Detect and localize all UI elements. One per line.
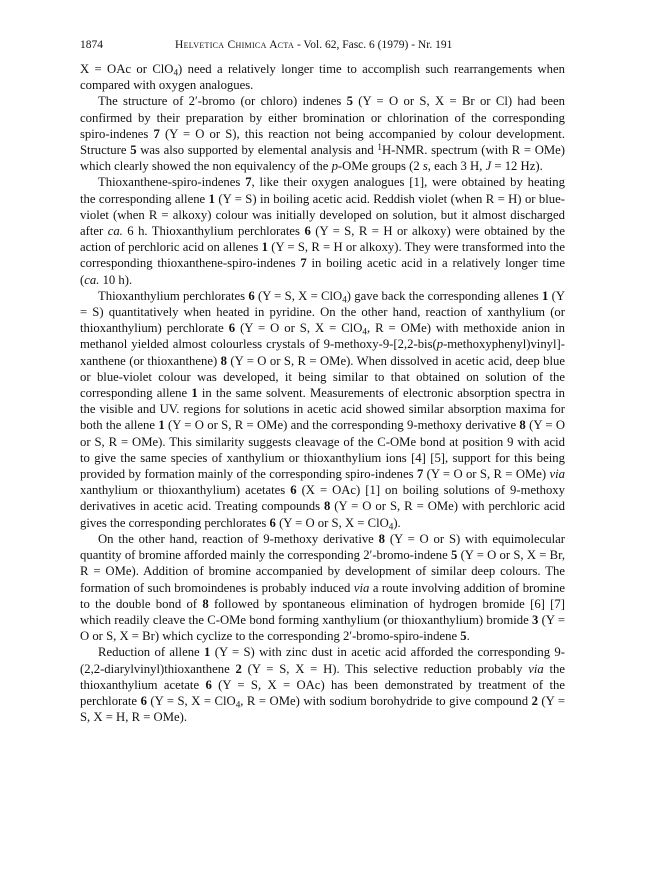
- paragraph: On the other hand, reaction of 9-methoxy derivative 8 (Y = O or S) with equimolecular quantity of bromine afforded mainly the corresponding 2′-bromo-indene 5 (Y = O or S, X = Br, R = OMe). Addition of bromine accompanied by development of similar deep colours. The formation of such bromoindenes is probably induced via a route involving addition of bromine to the double bond of 8 followed by spontaneous elimination of hydrogen bromide [6] [7] which readily cleave the C-OMe bond forming xanthylium (or thioxanthylium) bromide 3 (Y = O or S, X = Br) which cyclize to the corresponding 2′-bromo-spiro-indene 5.: [80, 531, 566, 644]
- running-title: [175, 37, 452, 53]
- page-number: 1874: [80, 39, 103, 51]
- paragraph: Thioxanthene-spiro-indenes 7, like their oxygen analogues [1], were obtained by heating the corresponding allene 1 (Y = S) in boiling acetic acid. Reddish violet (when R = H) or blue-violet (when R = alkoxy) colour was initially developed on solution, but it almost discharged after ca. 6 h. Thioxanthylium perchlorates 6 (Y = S, R = H or alkoxy) were obtained by the action of perchloric acid on allenes 1 (Y = S, R = H or alkoxy). They were transformed into the corresponding thioxanthene-spiro-indenes 7 in boiling acetic acid in a relatively longer time (ca. 10 h).: [80, 175, 565, 287]
- paragraph: Reduction of allene 1 (Y = S) with zinc dust in acetic acid afforded the corresponding 9-(2,2-diarylvinyl)thioxanthene 2 (Y = S, X = H). This selective reduction probably via the thioxanthylium acetate 6 (Y = S, X = OAc) has been demonstrated by treatment of the perchlorate 6 (Y = S, X = ClO$_4$, R = OMe) with sodium borohydride to give compound 2 (Y = S, X = H, R = OMe).: [80, 645, 566, 725]
- paragraph: The structure of 2′-bromo (or chloro) indenes 5 (Y = O or S, X = Br or Cl) had been confirmed by their preparation by either bromination or chlorination of the corresponding spiro-indenes 7 (Y = O or S), this reaction not being accompanied by colour development. Structure 5 was also supported by elemental analysis and $^1$H-NMR. spectrum (with R = OMe) which clearly showed the non equivalency of the p-OMe groups (2 s, each 3 H, J = 12 Hz).: [80, 94, 566, 174]
- volume-info: - Vol. 62, Fasc. 6 (1979) - Nr. 191: [294, 39, 453, 51]
- body-text: [80, 61, 565, 725]
- paragraph: X = OAc or ClO$_4$) need a relatively longer time to accomplish such rearrangements when compared with oxygen analogues.: [80, 62, 565, 93]
- journal-name: Helvetica Chimica Acta: [175, 39, 295, 51]
- paragraph: Thioxanthylium perchlorates 6 (Y = S, X = ClO$_4$) gave back the corresponding allenes 1 (Y = S) quantitatively when heated in pyridine. On the other hand, reaction of xanthylium (or thioxanthylium) perchlorate 6 (Y = O or S, X = ClO$_4$, R = OMe) with methoxide anion in methanol yielded almost colourless crystals of 9-methoxy-9-[2,2-bis(p-methoxyphenyl)vinyl]-xanthene (or thioxanthene) 8 (Y = O or S, R = OMe). When dissolved in acetic acid, deep blue or blue-violet colour was developed, it being similar to that obtained on solution of the corresponding allene 1 in the same solvent. Measurements of electronic absorption spectra in the visible and UV. regions for solutions in acetic acid showed similar absorption maxima for both the allene 1 (Y = O or S, R = OMe) and the corresponding 9-methoxy derivative 8 (Y = O or S, R = OMe). This similarity suggests cleavage of the C-OMe bond at position 9 with acid to give the same species of xanthylium or thioxanthylium ions [4] [5], support for this being provided by formation mainly of the corresponding spiro-indenes 7 (Y = O or S, R = OMe) via xanthylium or thioxanthylium) acetates 6 (X = OAc) [1] on boiling solutions of 9-methoxy derivatives in acetic acid. Treating compounds 8 (Y = O or S, R = OMe) with perchloric acid gives the corresponding perchlorates 6 (Y = O or S, X = ClO$_4$).: [80, 288, 566, 532]
- running-header: [80, 37, 565, 53]
